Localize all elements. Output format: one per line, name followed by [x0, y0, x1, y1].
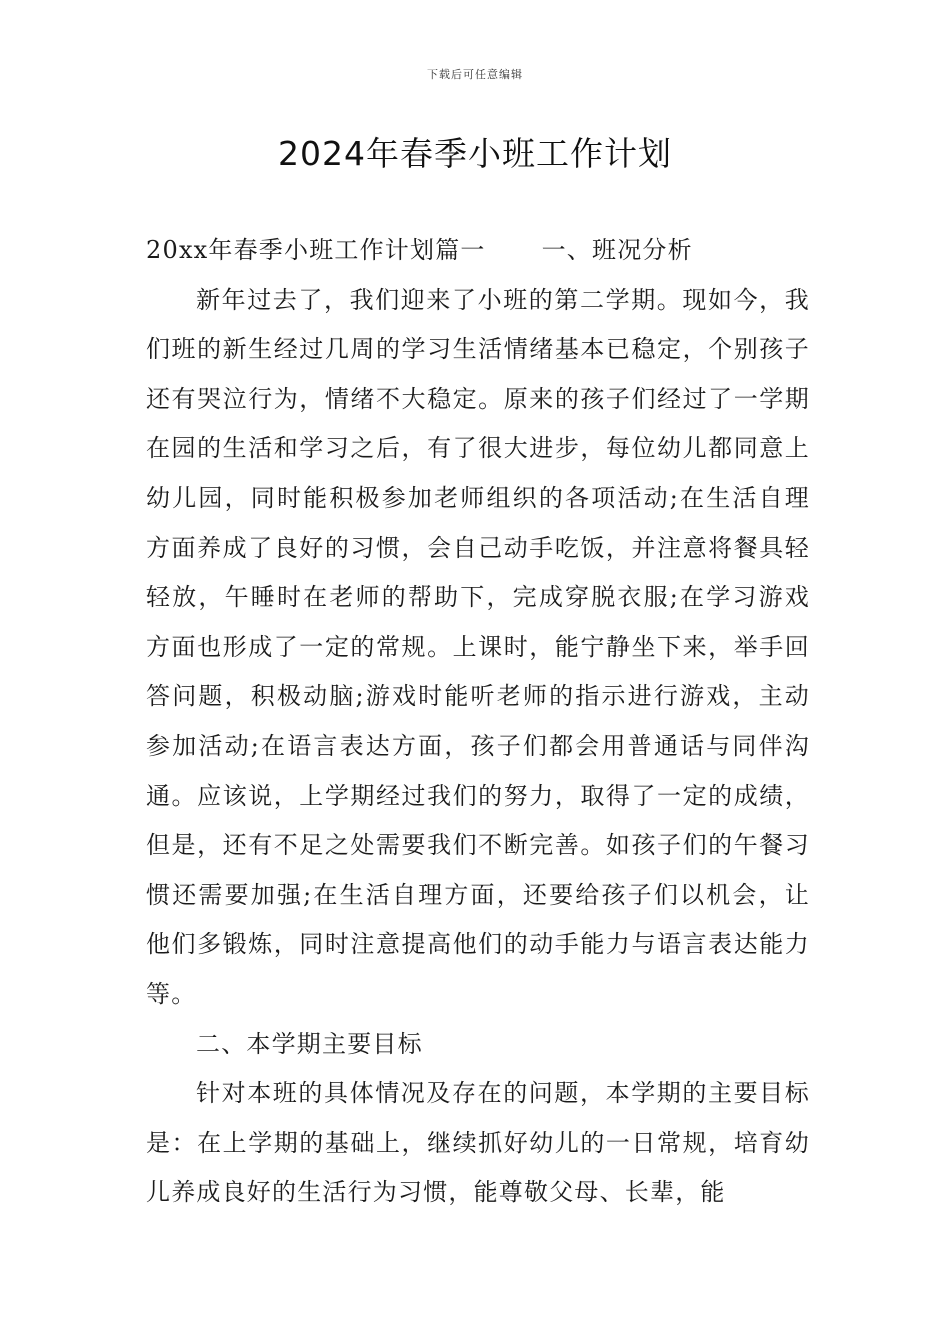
section2-heading: 二、本学期主要目标 — [196, 1029, 423, 1058]
section1-heading: 一、班况分析 — [541, 236, 693, 264]
paragraph-semester-goals: 针对本班的具体情况及存在的问题，本学期的主要目标是：在上学期的基础上，继续抓好幼儿的一日常规，培育幼儿养成良好的生活行为习惯，能尊敬父母、长辈，能 — [146, 1079, 810, 1207]
document-body — [146, 226, 810, 1218]
document-title: 2024年春季小班工作计划 — [278, 134, 672, 173]
intro-line — [146, 226, 810, 276]
header-note: 下载后可任意编辑 — [427, 68, 523, 81]
intro-heading: 20xx年春季小班工作计划篇一 — [146, 236, 486, 264]
paragraph-class-analysis: 新年过去了，我们迎来了小班的第二学期。现如今，我们班的新生经过几周的学习生活情绪基本已稳定，个别孩子还有哭泣行为，情绪不大稳定。原来的孩子们经过了一学期在园的生活和学习之后，有了很大进步，每位幼儿都同意上幼儿园，同时能积极参加老师组织的各项活动;在生活自理方面养成了良好的习惯，会自己动手吃饭，并注意将餐具轻轻放，午睡时在老师的帮助下，完成穿脱衣服;在学习游戏方面也形成了一定的常规。上课时，能宁静坐下来，举手回答问题，积极动脑;游戏时能听老师的指示进行游戏，主动参加活动;在语言表达方面，孩子们都会用普通话与同伴沟通。应该说，上学期经过我们的努力，取得了一定的成绩，但是，还有不足之处需要我们不断完善。如孩子们的午餐习惯还需要加强;在生活自理方面，还要给孩子们以机会，让他们多锻炼，同时注意提高他们的动手能力与语言表达能力等。 — [146, 285, 810, 1008]
